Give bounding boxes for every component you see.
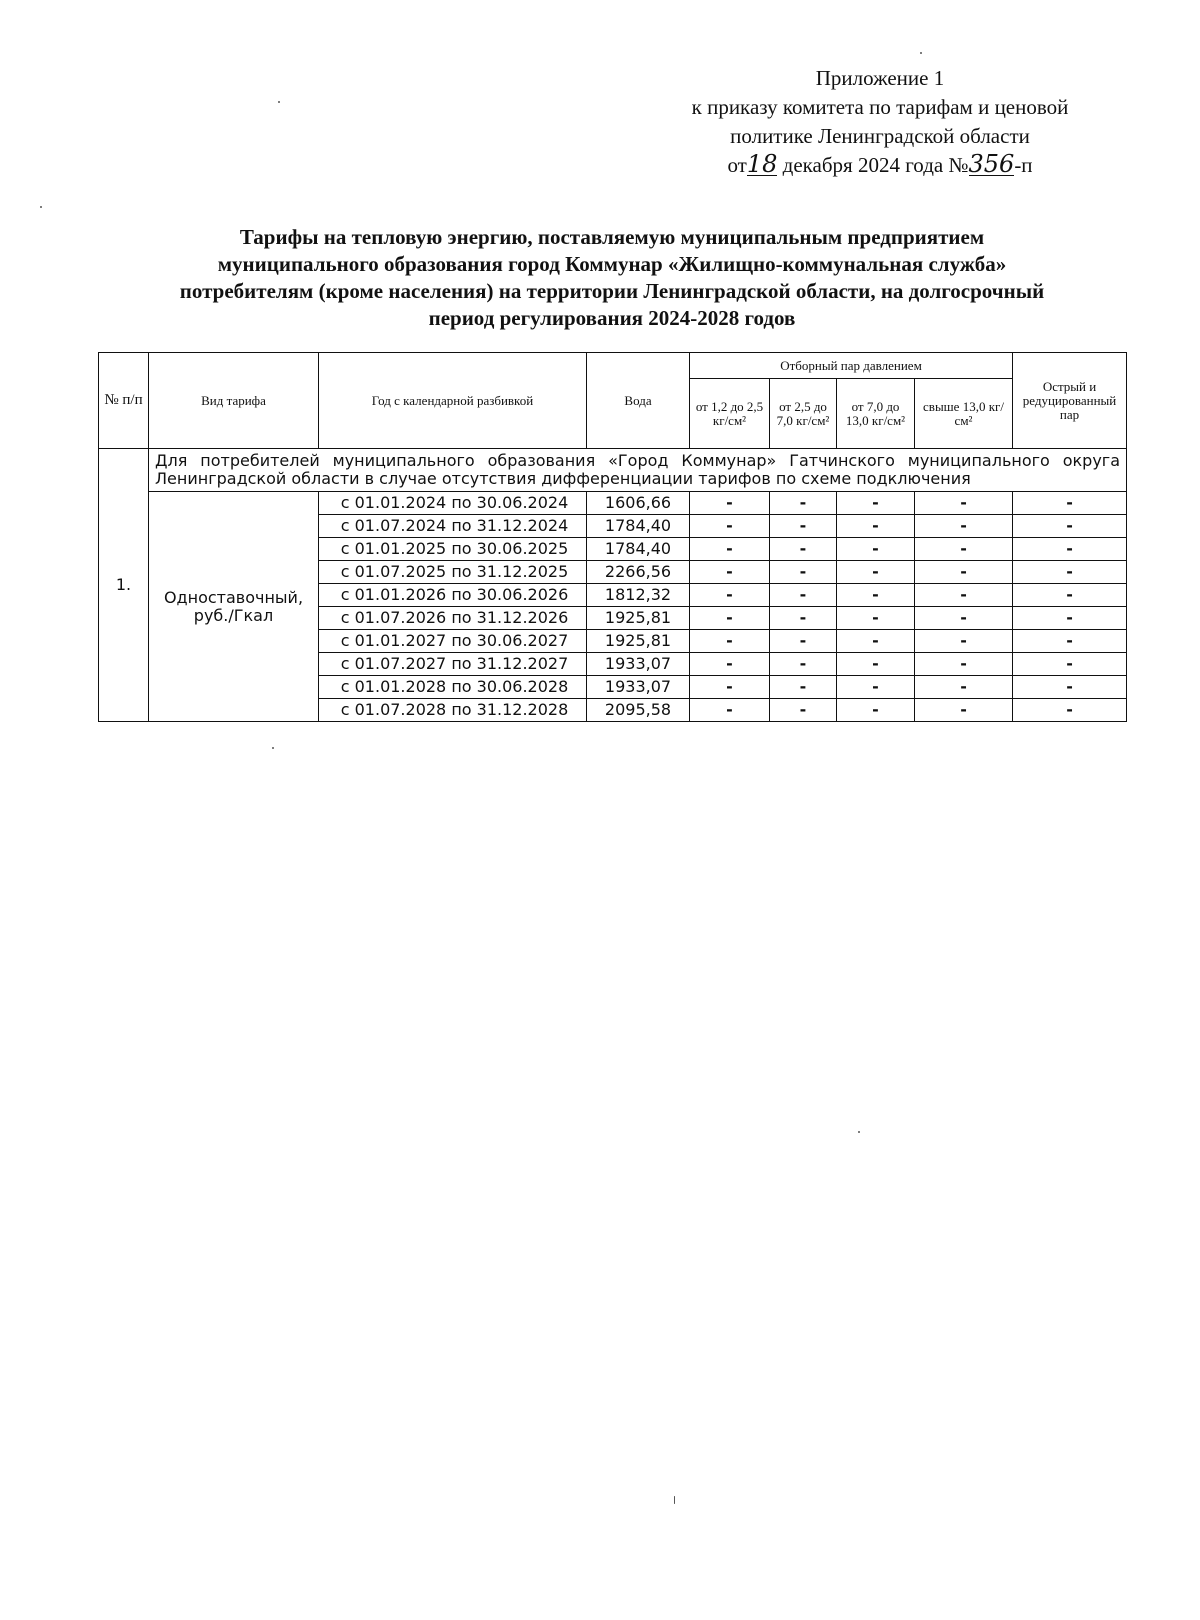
steam-4-cell: - xyxy=(915,584,1013,607)
water-tariff-cell: 1784,40 xyxy=(587,515,690,538)
sharp-steam-cell: - xyxy=(1013,561,1127,584)
steam-3-cell: - xyxy=(837,584,915,607)
water-tariff-cell: 2095,58 xyxy=(587,699,690,722)
steam-3-cell: - xyxy=(837,515,915,538)
steam-2-cell: - xyxy=(770,653,837,676)
steam-1-cell: - xyxy=(690,492,770,515)
steam-1-cell: - xyxy=(690,515,770,538)
steam-3-cell: - xyxy=(837,699,915,722)
period-cell: с 01.01.2026 по 30.06.2026 xyxy=(319,584,587,607)
steam-1-cell: - xyxy=(690,561,770,584)
period-cell: с 01.07.2026 по 31.12.2026 xyxy=(319,607,587,630)
period-cell: с 01.01.2028 по 30.06.2028 xyxy=(319,676,587,699)
scan-speck xyxy=(272,747,274,749)
water-tariff-cell: 1933,07 xyxy=(587,653,690,676)
water-tariff-cell: 1933,07 xyxy=(587,676,690,699)
sharp-steam-cell: - xyxy=(1013,538,1127,561)
water-tariff-cell: 1784,40 xyxy=(587,538,690,561)
period-cell: с 01.07.2025 по 31.12.2025 xyxy=(319,561,587,584)
steam-2-cell: - xyxy=(770,515,837,538)
number-suffix: -п xyxy=(1014,153,1033,177)
period-cell: с 01.01.2027 по 30.06.2027 xyxy=(319,630,587,653)
sharp-steam-cell: - xyxy=(1013,584,1127,607)
steam-2-cell: - xyxy=(770,538,837,561)
steam-4-cell: - xyxy=(915,676,1013,699)
steam-2-cell: - xyxy=(770,561,837,584)
steam-2-cell: - xyxy=(770,492,837,515)
steam-2-cell: - xyxy=(770,699,837,722)
appendix-order-ref: к приказу комитета по тарифам и ценовой xyxy=(691,95,1069,119)
header-kind: Вид тарифа xyxy=(149,353,319,449)
sharp-steam-cell: - xyxy=(1013,676,1127,699)
water-tariff-cell: 1606,66 xyxy=(587,492,690,515)
steam-1-cell: - xyxy=(690,676,770,699)
steam-3-cell: - xyxy=(837,538,915,561)
steam-1-cell: - xyxy=(690,699,770,722)
period-cell: с 01.07.2027 по 31.12.2027 xyxy=(319,653,587,676)
steam-4-cell: - xyxy=(915,515,1013,538)
steam-3-cell: - xyxy=(837,607,915,630)
header-steam-1: от 1,2 до 2,5 кг/см² xyxy=(690,379,770,449)
steam-4-cell: - xyxy=(915,492,1013,515)
steam-4-cell: - xyxy=(915,607,1013,630)
header-steam-group: Отборный пар давлением xyxy=(690,353,1013,379)
scan-speck xyxy=(674,1496,675,1504)
scan-speck xyxy=(920,52,922,54)
tariff-table-body xyxy=(99,449,1127,722)
steam-4-cell: - xyxy=(915,630,1013,653)
scan-speck xyxy=(278,101,280,103)
period-cell: с 01.01.2025 по 30.06.2025 xyxy=(319,538,587,561)
steam-4-cell: - xyxy=(915,538,1013,561)
steam-3-cell: - xyxy=(837,676,915,699)
sharp-steam-cell: - xyxy=(1013,515,1127,538)
header-sharp-steam: Острый и редуцированный пар xyxy=(1013,353,1127,449)
sharp-steam-cell: - xyxy=(1013,492,1127,515)
steam-4-cell: - xyxy=(915,653,1013,676)
steam-3-cell: - xyxy=(837,630,915,653)
sharp-steam-cell: - xyxy=(1013,607,1127,630)
scan-speck xyxy=(40,206,42,208)
tariff-kind: Одноставочный, руб./Гкал xyxy=(149,492,319,722)
water-tariff-cell: 1925,81 xyxy=(587,630,690,653)
table-row xyxy=(99,492,1127,515)
steam-2-cell: - xyxy=(770,630,837,653)
appendix-title: Приложение 1 xyxy=(815,66,945,90)
period-cell: с 01.01.2024 по 30.06.2024 xyxy=(319,492,587,515)
sharp-steam-cell: - xyxy=(1013,653,1127,676)
steam-4-cell: - xyxy=(915,699,1013,722)
period-cell: с 01.07.2028 по 31.12.2028 xyxy=(319,699,587,722)
steam-3-cell: - xyxy=(837,653,915,676)
water-tariff-cell: 2266,56 xyxy=(587,561,690,584)
sharp-steam-cell: - xyxy=(1013,699,1127,722)
handwritten-day: 18 xyxy=(746,150,778,178)
header-num: № п/п xyxy=(99,353,149,449)
appendix-date-line xyxy=(640,151,1120,180)
handwritten-order-number: 356 xyxy=(968,150,1015,178)
scan-speck xyxy=(858,1131,860,1133)
water-tariff-cell: 1812,32 xyxy=(587,584,690,607)
appendix-committee: политике Ленинградской области xyxy=(730,124,1030,148)
document-title xyxy=(100,224,1124,332)
appendix-header xyxy=(640,64,1120,180)
steam-2-cell: - xyxy=(770,607,837,630)
title-line-3: потребителям (кроме населения) на территории Ленинградской области, на долгосрочный xyxy=(179,279,1045,303)
title-line-1: Тарифы на тепловую энергию, поставляемую муниципальным предприятием xyxy=(239,225,985,249)
date-prefix: от xyxy=(727,153,747,177)
steam-1-cell: - xyxy=(690,607,770,630)
title-line-2: муниципального образования город Коммунар «Жилищно-коммунальная служба» xyxy=(217,252,1007,276)
row-number: 1. xyxy=(99,449,149,722)
steam-2-cell: - xyxy=(770,584,837,607)
steam-1-cell: - xyxy=(690,630,770,653)
header-period: Год с календарной разбивкой xyxy=(319,353,587,449)
steam-1-cell: - xyxy=(690,584,770,607)
steam-3-cell: - xyxy=(837,561,915,584)
header-steam-3: от 7,0 до 13,0 кг/см² xyxy=(837,379,915,449)
water-tariff-cell: 1925,81 xyxy=(587,607,690,630)
sharp-steam-cell: - xyxy=(1013,630,1127,653)
header-water: Вода xyxy=(587,353,690,449)
header-steam-2: от 2,5 до 7,0 кг/см² xyxy=(770,379,837,449)
steam-2-cell: - xyxy=(770,676,837,699)
steam-3-cell: - xyxy=(837,492,915,515)
header-steam-4: свыше 13,0 кг/см² xyxy=(915,379,1013,449)
period-cell: с 01.07.2024 по 31.12.2024 xyxy=(319,515,587,538)
tariff-table xyxy=(98,352,1127,722)
group-note: Для потребителей муниципального образования «Город Коммунар» Гатчинского муниципального округа Ленинградской области в случае отсутствия дифференциации тарифов по схеме подключения xyxy=(149,449,1127,492)
steam-1-cell: - xyxy=(690,538,770,561)
title-line-4: период регулирования 2024-2028 годов xyxy=(428,306,796,330)
date-middle: декабря 2024 года № xyxy=(782,153,969,177)
steam-4-cell: - xyxy=(915,561,1013,584)
steam-1-cell: - xyxy=(690,653,770,676)
